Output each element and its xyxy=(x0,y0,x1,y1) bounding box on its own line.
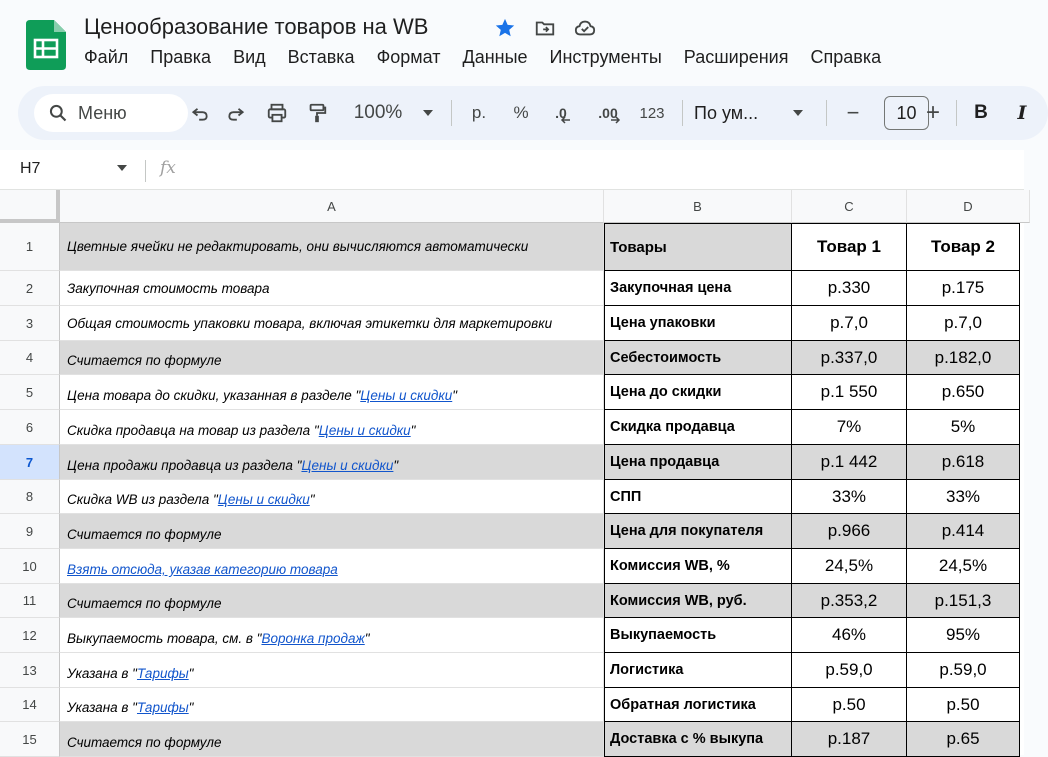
cell-note-quote: " xyxy=(188,666,194,681)
cell-label[interactable]: Себестоимость xyxy=(604,341,792,375)
print-button[interactable] xyxy=(262,86,292,140)
select-all-corner[interactable] xyxy=(0,190,60,223)
cell-note[interactable] xyxy=(60,584,604,618)
row-header-13[interactable]: 13 xyxy=(0,653,60,688)
cell-value-c[interactable]: р.50 xyxy=(792,688,907,722)
row-header-15[interactable]: 15 xyxy=(0,722,60,757)
row-header-4[interactable]: 4 xyxy=(0,341,60,375)
cell-label[interactable]: Скидка продавца xyxy=(604,410,792,445)
hyperlink[interactable]: Воронка продаж xyxy=(261,631,365,646)
menu-insert[interactable]: Вставка xyxy=(287,47,355,67)
cell-value-d[interactable]: 95% xyxy=(907,618,1020,653)
cell-label[interactable]: Цена для покупателя xyxy=(604,514,792,549)
cell-note[interactable] xyxy=(60,618,604,653)
cell-label[interactable]: Товары xyxy=(604,223,792,271)
cell-label[interactable]: Цена продавца xyxy=(604,445,792,480)
cell-value-d[interactable]: р.65 xyxy=(907,722,1020,757)
cell-note-text: Считается по формуле xyxy=(67,735,222,750)
hyperlink[interactable]: Тарифы xyxy=(136,666,189,681)
cell-value-d[interactable]: р.414 xyxy=(907,514,1020,549)
cell-note-text: Считается по формуле xyxy=(67,527,222,542)
cell-value-d[interactable]: р.59,0 xyxy=(907,653,1020,688)
cell-note[interactable] xyxy=(60,375,604,410)
hyperlink[interactable]: Тарифы xyxy=(136,700,189,715)
cell-note-quote: " xyxy=(410,423,416,438)
cell-value-c[interactable]: 24,5% xyxy=(792,549,907,584)
cell-value-d[interactable]: 33% xyxy=(907,480,1020,514)
cell-label[interactable]: Обратная логистика xyxy=(604,688,792,722)
cell-note-text: Указана в " xyxy=(67,666,137,681)
cell-note[interactable] xyxy=(60,410,604,445)
column-header-c[interactable]: C xyxy=(792,190,907,223)
cell-note[interactable] xyxy=(60,341,604,375)
menu-data[interactable]: Данные xyxy=(462,47,528,67)
font-dropdown-button[interactable] xyxy=(788,86,808,140)
font-size-input[interactable]: 10 xyxy=(884,96,929,130)
cell-value-c[interactable]: р.7,0 xyxy=(792,306,907,341)
row-header-5[interactable]: 5 xyxy=(0,375,60,410)
cell-note[interactable] xyxy=(60,480,604,514)
cell-label[interactable]: Выкупаемость xyxy=(604,618,792,653)
hyperlink[interactable]: Взять отсюда, указав категорию товара xyxy=(67,562,338,577)
caret-down-icon xyxy=(792,109,804,117)
arrow-left-icon xyxy=(561,116,571,124)
menu-bar xyxy=(84,47,892,68)
cell-value-d[interactable]: р.618 xyxy=(907,445,1020,480)
row-header-14[interactable]: 14 xyxy=(0,688,60,722)
redo-icon xyxy=(226,103,246,123)
search-icon xyxy=(48,103,68,123)
hyperlink[interactable]: Цены и скидки xyxy=(301,458,394,473)
cell-note-quote: " xyxy=(309,492,315,507)
cell-label[interactable]: Логистика xyxy=(604,653,792,688)
cell-value-c[interactable]: 7% xyxy=(792,410,907,445)
font-select[interactable]: По ум... xyxy=(694,102,759,123)
move-to-folder-icon[interactable] xyxy=(533,16,557,40)
cell-note-quote: " xyxy=(364,631,370,646)
paint-format-icon xyxy=(306,102,328,124)
cell-note-text: Общая стоимость упаковки товара, включая этикетки для маркетировки xyxy=(67,315,553,331)
spreadsheet-grid xyxy=(0,190,1024,755)
row-header-6[interactable]: 6 xyxy=(0,410,60,445)
cell-value-d[interactable]: 24,5% xyxy=(907,549,1020,584)
formula-bar xyxy=(0,150,1024,190)
cell-value-d[interactable]: р.7,0 xyxy=(907,306,1020,341)
cell-note[interactable] xyxy=(60,514,604,549)
cloud-status-icon[interactable] xyxy=(573,16,597,40)
cell-label[interactable]: Комиссия WB, % xyxy=(604,549,792,584)
menu-view[interactable]: Вид xyxy=(233,47,266,67)
arrow-right-icon xyxy=(610,116,620,124)
undo-icon xyxy=(190,103,210,123)
cell-value-d[interactable]: р.50 xyxy=(907,688,1020,722)
cell-value-c[interactable]: р.1 550 xyxy=(792,375,907,410)
menu-tools[interactable]: Инструменты xyxy=(549,47,662,67)
row-header-9[interactable]: 9 xyxy=(0,514,60,549)
cell-link[interactable] xyxy=(60,549,604,584)
cell-note-quote: " xyxy=(188,700,194,715)
increase-font-size-button[interactable]: + xyxy=(925,99,940,126)
cell-value-c[interactable]: р.330 xyxy=(792,271,907,306)
cell-value-c[interactable]: р.966 xyxy=(792,514,907,549)
increase-decimal-button[interactable] xyxy=(590,86,628,140)
decrease-decimal-label: .0 xyxy=(555,105,567,121)
column-header-d[interactable]: D xyxy=(907,190,1030,223)
increase-decimal-label: .00 xyxy=(598,105,618,121)
cell-value-c[interactable]: 33% xyxy=(792,480,907,514)
search-menus-label: Меню xyxy=(78,102,127,123)
cell-label[interactable]: СПП xyxy=(604,480,792,514)
cell-label[interactable]: Цена упаковки xyxy=(604,306,792,341)
menu-file[interactable]: Файл xyxy=(84,47,129,67)
cell-note-text: Скидка WB из раздела " xyxy=(67,492,218,507)
cell-label[interactable]: Доставка с % выкупа xyxy=(604,722,792,757)
cell-value-d[interactable]: р.151,3 xyxy=(907,584,1020,618)
cell-note-text: Считается по формуле xyxy=(67,596,222,611)
cell-value-c[interactable]: р.337,0 xyxy=(792,341,907,375)
hyperlink[interactable]: Цены и скидки xyxy=(360,388,453,403)
name-box[interactable]: H7 xyxy=(20,160,41,177)
hyperlink[interactable]: Цены и скидки xyxy=(318,423,411,438)
decrease-font-size-button[interactable]: − xyxy=(846,100,860,125)
cell-value-c[interactable]: Товар 1 xyxy=(792,223,907,271)
cell-value-c[interactable]: 46% xyxy=(792,618,907,653)
cell-value-d[interactable]: р.175 xyxy=(907,271,1020,306)
hyperlink[interactable]: Цены и скидки xyxy=(217,492,310,507)
cell-note-text: Цветные ячейки не редактировать, они вычисляются автоматически xyxy=(67,239,529,254)
cell-note[interactable] xyxy=(60,223,604,271)
row-header-8[interactable]: 8 xyxy=(0,480,60,514)
cell-note-text: Цена товара до скидки, указанная в разделе " xyxy=(67,388,361,403)
print-icon xyxy=(266,102,288,124)
caret-down-icon xyxy=(422,109,434,117)
function-icon: fx xyxy=(160,158,176,178)
currency-format-button[interactable]: р. xyxy=(471,103,487,122)
cell-value-c[interactable]: р.59,0 xyxy=(792,653,907,688)
cell-value-c[interactable]: р.1 442 xyxy=(792,445,907,480)
column-header-a[interactable]: A xyxy=(60,190,604,223)
cell-note-text: Закупочная стоимость товара xyxy=(67,280,270,296)
cell-note-quote: " xyxy=(393,458,399,473)
cell-note-text: Считается по формуле xyxy=(67,353,222,368)
number-format-button[interactable]: 123 xyxy=(639,104,665,122)
cell-note-text: Скидка продавца на товар из раздела " xyxy=(67,423,319,438)
row-header-12[interactable]: 12 xyxy=(0,618,60,653)
redo-button[interactable] xyxy=(222,86,250,140)
toolbar xyxy=(18,86,1048,140)
cell-note[interactable] xyxy=(60,271,604,306)
formula-input[interactable] xyxy=(195,156,1015,184)
menu-help[interactable]: Справка xyxy=(810,47,882,67)
star-icon[interactable] xyxy=(493,16,517,40)
paint-format-button[interactable] xyxy=(302,86,332,140)
cell-note[interactable] xyxy=(60,306,604,341)
row-header-3[interactable]: 3 xyxy=(0,306,60,341)
zoom-dropdown-button[interactable] xyxy=(418,86,438,140)
row-header-2[interactable]: 2 xyxy=(0,271,60,306)
cell-note-text: Указана в " xyxy=(67,700,137,715)
cell-value-d[interactable]: р.650 xyxy=(907,375,1020,410)
italic-button[interactable]: I xyxy=(1017,102,1027,124)
cell-note[interactable] xyxy=(60,653,604,688)
cell-label[interactable]: Комиссия WB, руб. xyxy=(604,584,792,618)
menu-extensions[interactable]: Расширения xyxy=(683,47,789,67)
row-header-7[interactable]: 7 xyxy=(0,445,60,480)
caret-down-icon[interactable] xyxy=(116,162,128,174)
cell-value-c[interactable]: р.187 xyxy=(792,722,907,757)
row-header-1[interactable]: 1 xyxy=(0,223,60,271)
cell-label[interactable]: Цена до скидки xyxy=(604,375,792,410)
cell-label[interactable]: Закупочная цена xyxy=(604,271,792,306)
bold-button[interactable]: B xyxy=(974,102,988,123)
search-menus-button[interactable] xyxy=(34,94,188,132)
column-header-b[interactable]: B xyxy=(604,190,792,223)
cell-note[interactable] xyxy=(60,445,604,480)
cell-note[interactable] xyxy=(60,688,604,722)
zoom-select[interactable]: 100% xyxy=(353,102,403,123)
cell-note-text: Цена продажи продавца из раздела " xyxy=(67,458,302,473)
cell-note-quote: " xyxy=(452,388,458,403)
row-header-11[interactable]: 11 xyxy=(0,584,60,618)
sheets-logo-icon[interactable] xyxy=(26,20,66,70)
cell-value-c[interactable]: р.353,2 xyxy=(792,584,907,618)
undo-button[interactable] xyxy=(186,86,214,140)
menu-format[interactable]: Формат xyxy=(376,47,441,67)
decrease-decimal-button[interactable] xyxy=(546,86,580,140)
cell-value-d[interactable]: р.182,0 xyxy=(907,341,1020,375)
cell-value-d[interactable]: Товар 2 xyxy=(907,223,1020,271)
cell-note[interactable] xyxy=(60,722,604,757)
percent-format-button[interactable]: % xyxy=(513,103,529,122)
document-title[interactable]: Ценообразование товаров на WB xyxy=(84,14,429,39)
menu-edit[interactable]: Правка xyxy=(150,47,212,67)
cell-note-text: Выкупаемость товара, см. в " xyxy=(67,631,262,646)
row-header-10[interactable]: 10 xyxy=(0,549,60,584)
cell-value-d[interactable]: 5% xyxy=(907,410,1020,445)
